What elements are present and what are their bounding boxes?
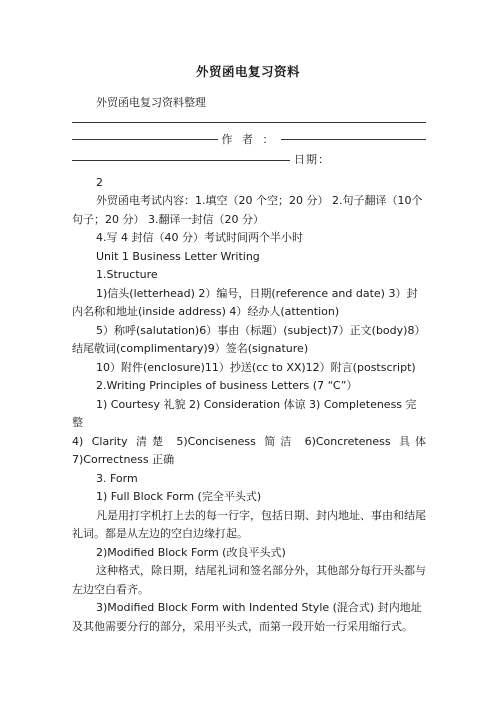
paragraph: 凡是用打字机打上去的每一行字，包括日期、封内地址、事由和结尾礼词。都是从左边的空白边缘打起。 (72, 508, 426, 540)
section-heading: 2.Writing Principles of business Letters (7 “C”） (96, 379, 358, 392)
unit-heading: Unit 1 Business Letter Writing (96, 249, 260, 263)
paragraph: 外贸函电考试内容：1.填空（20 个空；20 分） 2.句子翻译（10个句子；20 分） 3.翻译一封信（20 分） (72, 194, 423, 226)
divider-line (281, 139, 427, 140)
section-heading: 1.Structure (96, 268, 158, 281)
paragraph: 4) Clarity 清楚 5)Conciseness 简洁 6)Concreteness 具体 (72, 434, 426, 448)
divider-line (72, 122, 426, 123)
document-body (72, 94, 426, 636)
paragraph: 10）附件(enclosure)11）抄送(cc to XX)12）附言(postscript) (96, 360, 416, 374)
subtitle: 外贸函电复习资料整理 (96, 96, 206, 109)
section-heading: 3. Form (96, 471, 138, 485)
paragraph: 1)信头(letterhead) 2）编号，日期(reference and date) 3）封内名称和地址(inside address) 4）经办人(attention) (72, 286, 418, 318)
page-number: 2 (96, 175, 103, 189)
divider-line (72, 160, 290, 161)
paragraph: 5）称呼(salutation)6）事由（标题）(subject)7）正文(body)8）结尾敬词(complimentary)9）签名(signature) (72, 323, 426, 355)
paragraph: 1) Courtesy 礼貌 2) Consideration 体谅 3) Completeness 完整 (72, 397, 417, 429)
paragraph: 1) Full Block Form (完全平头式) (96, 490, 262, 503)
divider-line (72, 139, 218, 140)
date-line (72, 151, 426, 170)
author-line (72, 131, 426, 150)
paragraph: 2)Modified Block Form (改良平头式) (96, 545, 286, 559)
document-title: 外贸函电复习资料 (195, 64, 300, 79)
date-label: 日期： (294, 153, 330, 166)
paragraph: 4.写 4 封信（40 分）考试时间两个半小时 (96, 231, 303, 244)
paragraph: 7)Correctness 正确 (72, 453, 175, 466)
paragraph: 3)Modified Block Form with Indented Style (混合式) 封内地址及其他需要分行的部分，采用平头式，而第一段开始一行采用缩行式。 (72, 601, 422, 633)
paragraph: 这种格式，除日期，结尾礼词和签名部分外，其他部分每行开头都与左边空白看齐。 (72, 564, 426, 596)
author-label: 作 者 ： (221, 132, 277, 146)
